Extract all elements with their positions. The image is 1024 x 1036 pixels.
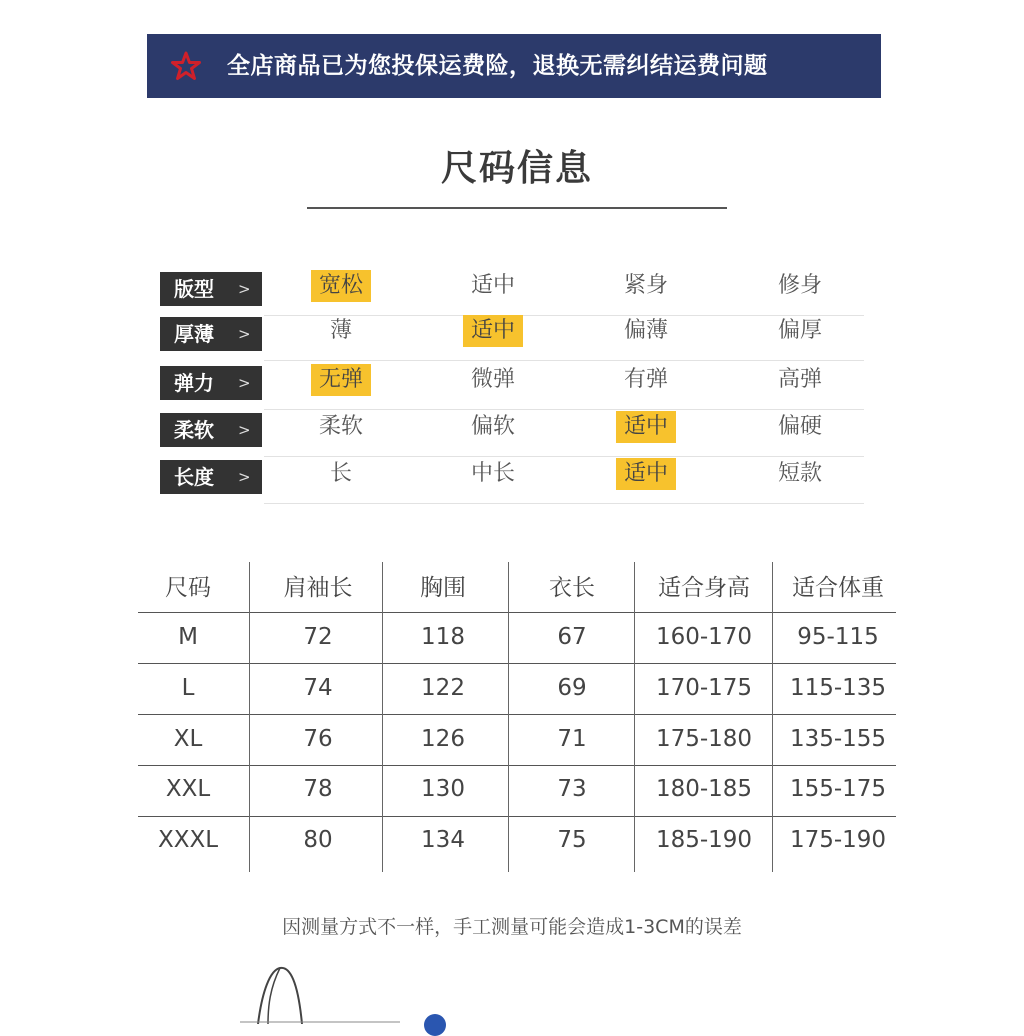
attribute-option-selected: 宽松: [311, 270, 371, 302]
table-cell: L: [181, 675, 195, 701]
row-divider: [264, 360, 864, 361]
attribute-row: [160, 458, 864, 494]
table-cell: 126: [421, 726, 465, 752]
chevron-right-icon: >: [238, 468, 251, 486]
info-icon: [424, 1014, 446, 1036]
table-cell: XL: [173, 726, 203, 752]
attribute-label: [160, 272, 262, 306]
table-cell: 175-190: [789, 827, 887, 853]
table-cell: 80: [303, 827, 333, 853]
attribute-option: 修身: [777, 273, 823, 298]
table-cell: XXL: [165, 776, 211, 802]
table-cell: 122: [421, 675, 465, 701]
table-row-divider: [138, 612, 896, 613]
table-cell: 130: [421, 776, 465, 802]
attribute-option: 偏软: [470, 414, 516, 439]
table-cell: 134: [421, 827, 465, 853]
attribute-label-text: 版型: [174, 277, 214, 301]
table-cell: 69: [557, 675, 587, 701]
table-header-cell: 尺码: [165, 575, 211, 601]
table-header-cell: 适合体重: [792, 575, 884, 601]
attribute-option: 长: [329, 461, 353, 486]
table-cell: 175-180: [655, 726, 753, 752]
attribute-label: [160, 366, 262, 400]
attribute-label-text: 长度: [174, 465, 214, 489]
table-cell: 160-170: [655, 624, 753, 650]
attribute-option: 偏硬: [777, 414, 823, 439]
table-cell: 185-190: [655, 827, 753, 853]
table-cell: 75: [557, 827, 587, 853]
attribute-option-selected: 适中: [463, 315, 523, 347]
attribute-option: 高弹: [777, 367, 823, 392]
attribute-option: 中长: [470, 461, 516, 486]
table-header-cell: 胸围: [420, 575, 466, 601]
attribute-option: 微弹: [470, 367, 516, 392]
table-cell: 155-175: [789, 776, 887, 802]
chevron-right-icon: >: [238, 280, 251, 298]
table-cell: 67: [557, 624, 587, 650]
table-cell: 170-175: [655, 675, 753, 701]
title-divider: [307, 207, 727, 209]
table-header-cell: 衣长: [549, 575, 595, 601]
measurement-note: 因测量方式不一样，手工测量可能会造成1-3CM的误差: [282, 916, 742, 938]
table-cell: 71: [557, 726, 587, 752]
chevron-right-icon: >: [238, 374, 251, 392]
page-title: 尺码信息: [440, 148, 593, 189]
chevron-right-icon: >: [238, 325, 251, 343]
garment-sketch-icon: [240, 962, 400, 1024]
attribute-label-text: 弹力: [174, 371, 214, 395]
attribute-option: 适中: [470, 273, 516, 298]
attribute-option: 紧身: [623, 273, 669, 298]
attribute-row: [160, 270, 864, 306]
attribute-label-text: 柔软: [174, 418, 214, 442]
attribute-label: [160, 413, 262, 447]
table-cell: 180-185: [655, 776, 753, 802]
attribute-label: [160, 317, 262, 351]
table-row-divider: [138, 765, 896, 766]
table-cell: 78: [303, 776, 333, 802]
attribute-label-text: 厚薄: [174, 322, 214, 346]
attribute-option-selected: 适中: [616, 411, 676, 443]
attribute-option: 偏薄: [623, 318, 669, 343]
attribute-row: [160, 315, 864, 351]
table-cell: 76: [303, 726, 333, 752]
table-cell: 73: [557, 776, 587, 802]
attribute-option: 薄: [329, 318, 353, 343]
row-divider: [264, 409, 864, 410]
table-cell: 72: [303, 624, 333, 650]
attribute-row: [160, 411, 864, 447]
promo-banner: [147, 34, 881, 98]
attribute-option: 柔软: [318, 414, 364, 439]
table-cell: M: [178, 624, 198, 650]
attribute-label: [160, 460, 262, 494]
table-row-divider: [138, 714, 896, 715]
table-row-divider: [138, 663, 896, 664]
attribute-option: 短款: [777, 461, 823, 486]
table-header-cell: 适合身高: [658, 575, 750, 601]
table-row-divider: [138, 816, 896, 817]
table-cell: 118: [421, 624, 465, 650]
attribute-option: 偏厚: [777, 318, 823, 343]
attribute-option-selected: 适中: [616, 458, 676, 490]
star-icon: [171, 51, 201, 81]
table-cell: 115-135: [789, 675, 887, 701]
attribute-option-selected: 无弹: [311, 364, 371, 396]
attribute-option: 有弹: [623, 367, 669, 392]
row-divider: [264, 456, 864, 457]
banner-text: 全店商品已为您投保运费险，退换无需纠结运费问题: [227, 53, 768, 79]
table-header-cell: 肩袖长: [283, 575, 353, 601]
table-cell: 135-155: [789, 726, 887, 752]
table-cell: 74: [303, 675, 333, 701]
table-cell: 95-115: [797, 624, 879, 650]
attribute-row: [160, 364, 864, 400]
table-cell: XXXL: [157, 827, 219, 853]
chevron-right-icon: >: [238, 421, 251, 439]
row-divider: [264, 503, 864, 504]
